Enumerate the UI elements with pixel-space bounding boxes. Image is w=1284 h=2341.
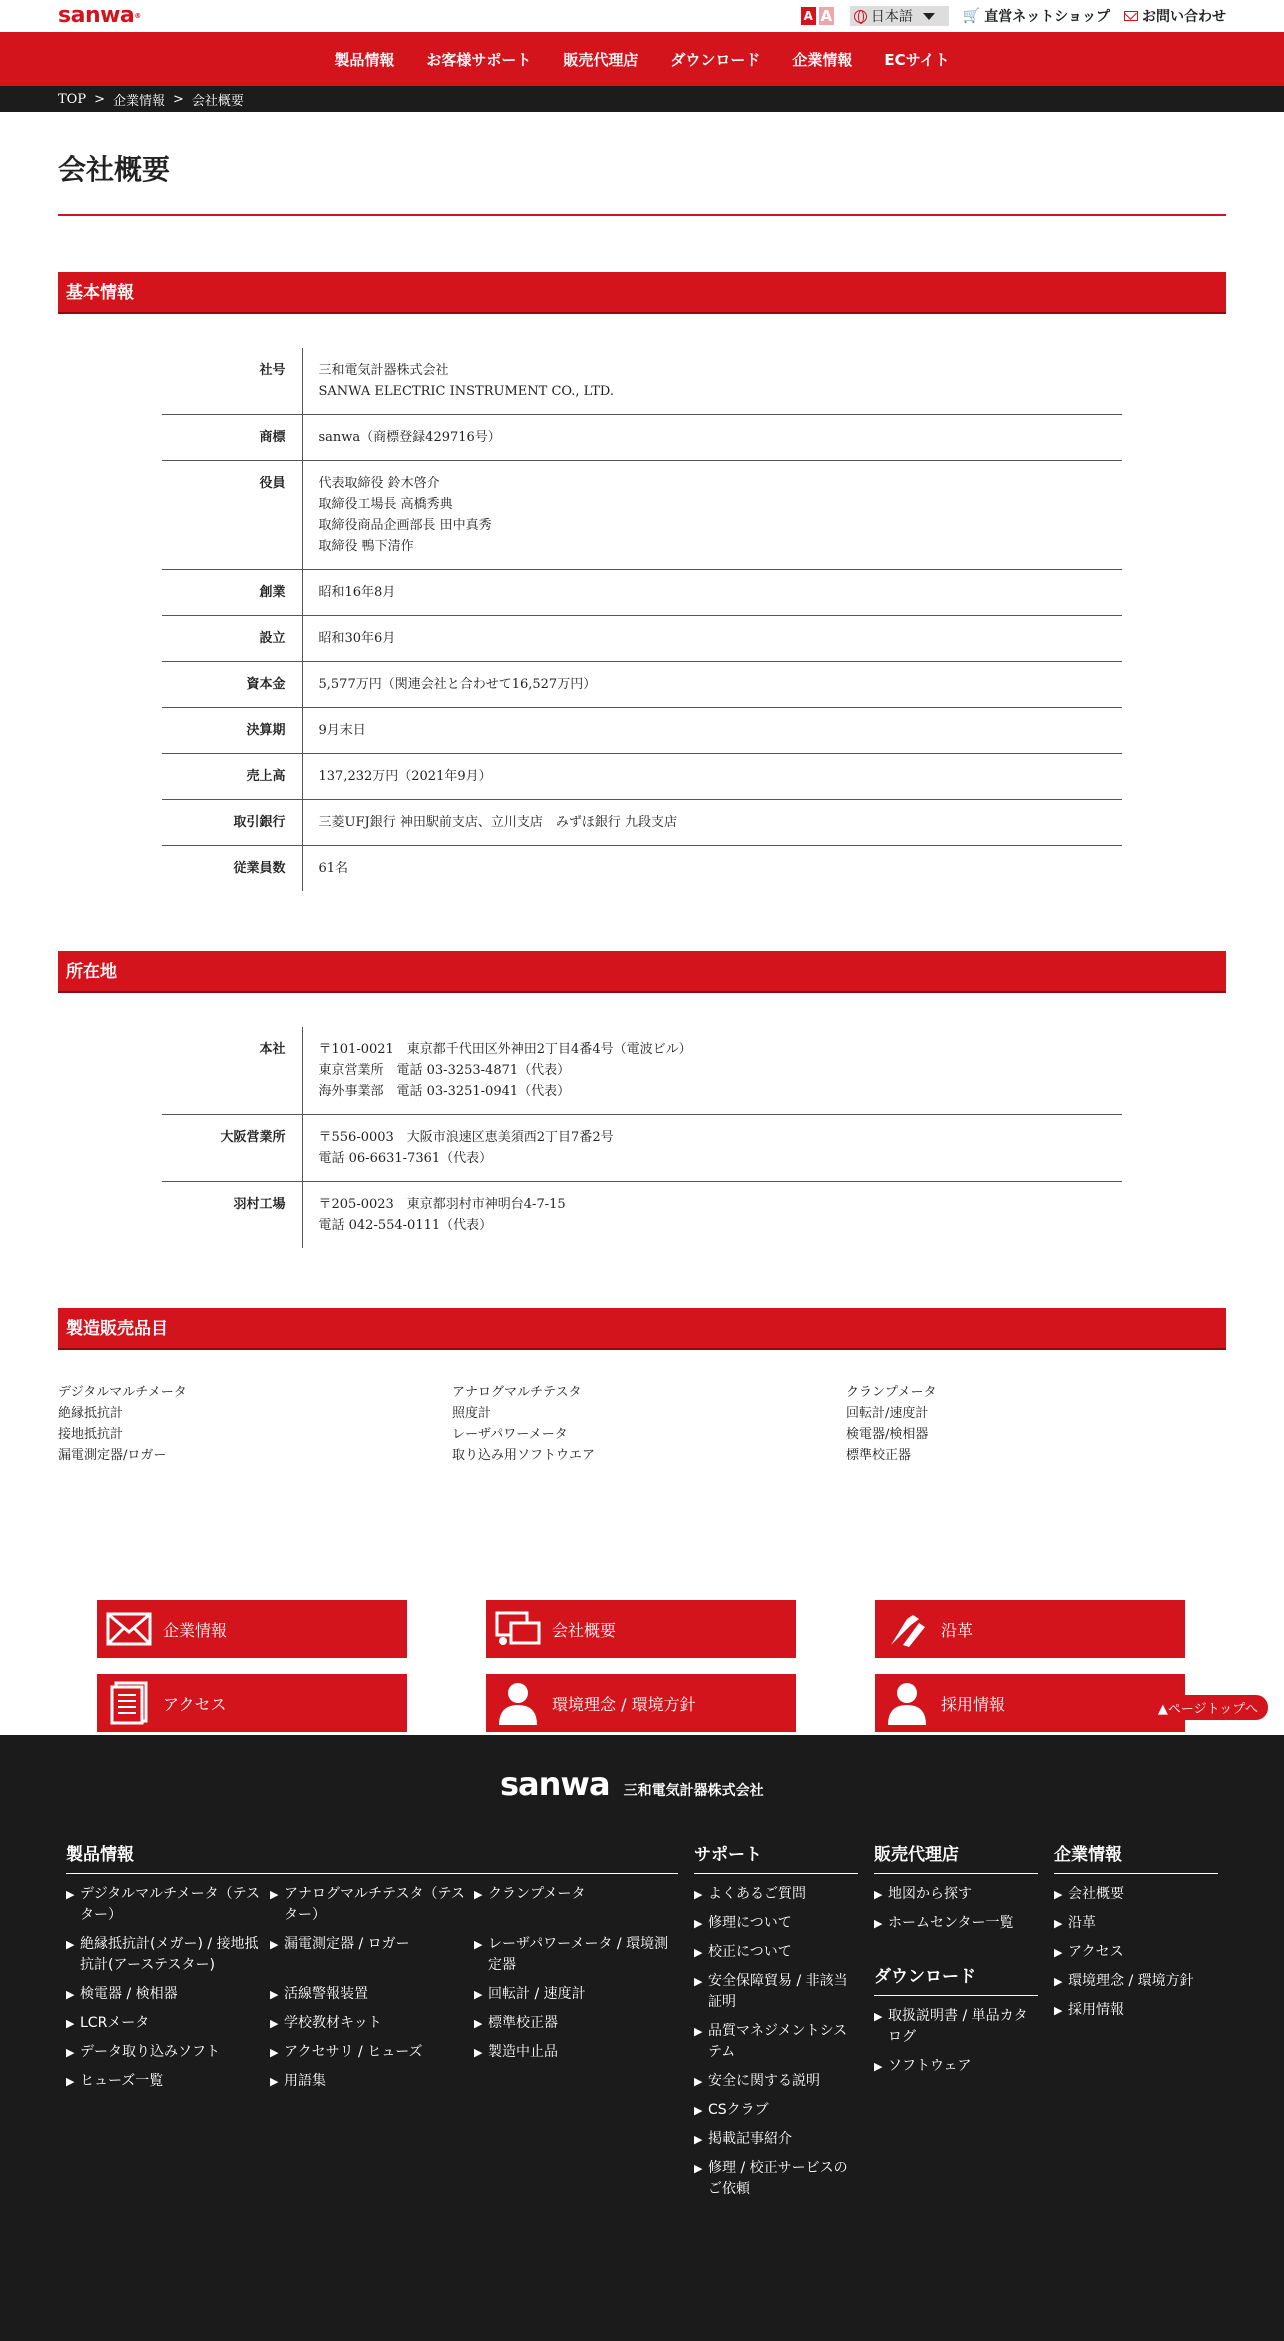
envelope-icon xyxy=(97,1600,161,1658)
footer-link[interactable]: ▶ 学校教材キット xyxy=(270,2013,474,2034)
info-value xyxy=(302,846,1122,892)
breadcrumb-item: 会社概要 xyxy=(191,93,244,109)
product-column xyxy=(846,1382,1226,1466)
footer-products-heading: 製品情報 xyxy=(66,1840,678,1874)
footer-link[interactable]: ▶ 修理 / 校正サービスのご依頼 xyxy=(694,2158,858,2200)
footer-link[interactable]: ▶ 活線警報装置 xyxy=(270,1984,474,2005)
tile-link-5[interactable] xyxy=(875,1674,1185,1732)
info-row xyxy=(162,616,1122,662)
footer xyxy=(0,1735,1284,2341)
product-item: 漏電測定器/ロガー xyxy=(58,1448,167,1463)
footer-logo-mark: sanwa xyxy=(500,1765,610,1803)
info-line: 〒205-0023 東京都羽村市神明台4-7-15 xyxy=(318,1197,566,1212)
globe-icon xyxy=(854,10,867,23)
info-row xyxy=(162,461,1122,570)
footer-support-column xyxy=(694,1840,858,2208)
tile-link-3[interactable] xyxy=(97,1674,407,1732)
nav-item-1[interactable]: お客様サポート xyxy=(426,50,532,69)
info-line: 取締役 鴨下清作 xyxy=(318,539,414,554)
info-line: 〒101-0021 東京都千代田区外神田2丁目4番4号（電波ビル） xyxy=(318,1042,692,1057)
basic-info-table xyxy=(162,348,1122,891)
tile-link-2[interactable] xyxy=(875,1600,1185,1658)
info-key: 取引銀行 xyxy=(162,800,302,846)
info-key: 羽村工場 xyxy=(162,1182,302,1249)
main-nav xyxy=(0,32,1284,86)
footer-link[interactable]: ▶ 製造中止品 xyxy=(474,2042,678,2063)
info-row xyxy=(162,708,1122,754)
footer-link[interactable]: ▶ アナログマルチテスタ（テスター） xyxy=(270,1884,474,1926)
info-line: SANWA ELECTRIC INSTRUMENT CO., LTD. xyxy=(318,384,615,399)
font-size-small-button[interactable]: A xyxy=(801,7,816,25)
footer-link[interactable]: ▶ ホームセンター一覧 xyxy=(874,1913,1038,1934)
info-value xyxy=(302,662,1122,708)
info-line: 三和電気計器株式会社 xyxy=(318,363,449,378)
info-line: sanwa（商標登録429716号） xyxy=(318,430,501,445)
products-list xyxy=(58,1382,1226,1466)
tools-icon xyxy=(875,1600,939,1658)
info-value xyxy=(302,754,1122,800)
document-icon xyxy=(97,1674,161,1732)
info-row xyxy=(162,570,1122,616)
utility-links xyxy=(801,6,1226,26)
footer-link[interactable]: ▶ ソフトウェア xyxy=(874,2056,1038,2077)
footer-link[interactable]: ▶ 校正について xyxy=(694,1942,858,1963)
footer-link[interactable]: ▶ 採用情報 xyxy=(1054,2000,1218,2021)
tile-label: 採用情報 xyxy=(941,1694,1006,1714)
tile-label: 会社概要 xyxy=(552,1620,617,1640)
info-value xyxy=(302,461,1122,570)
footer-link[interactable]: ▶ LCRメータ xyxy=(66,2013,270,2034)
contact-link[interactable] xyxy=(1124,6,1226,26)
nav-item-3[interactable]: ダウンロード xyxy=(670,50,761,69)
shop-link[interactable] xyxy=(963,6,1110,26)
company-profile-icon xyxy=(486,1600,550,1658)
info-key: 大阪営業所 xyxy=(162,1115,302,1182)
footer-support-heading: サポート xyxy=(694,1840,858,1874)
info-line: 9月末日 xyxy=(318,723,366,738)
info-line: 取締役商品企画部長 田中真秀 xyxy=(318,518,492,533)
nav-item-4[interactable]: 企業情報 xyxy=(792,50,853,69)
info-line: 取締役工場長 高橋秀典 xyxy=(318,497,453,512)
product-column xyxy=(452,1382,846,1466)
shop-label: 直営ネットショップ xyxy=(984,9,1110,25)
info-line: 電話 06-6631-7361（代表） xyxy=(318,1151,493,1166)
info-key: 資本金 xyxy=(162,662,302,708)
footer-link[interactable]: ▶ よくあるご質問 xyxy=(694,1884,858,1905)
tile-label: 企業情報 xyxy=(163,1620,228,1640)
footer-link[interactable]: ▶ 品質マネジメントシステム xyxy=(694,2021,858,2063)
footer-link[interactable]: ▶ ヒューズ一覧 xyxy=(66,2071,270,2092)
breadcrumb-separator: > xyxy=(173,91,184,107)
footer-link[interactable]: ▶ 沿革 xyxy=(1054,1913,1218,1934)
footer-download-heading: ダウンロード xyxy=(874,1962,1038,1996)
product-item: 接地抵抗計 xyxy=(58,1427,124,1442)
tile-link-4[interactable] xyxy=(486,1674,796,1732)
info-key: 従業員数 xyxy=(162,846,302,892)
info-row xyxy=(162,800,1122,846)
info-row xyxy=(162,348,1122,415)
cart-icon: 🛒 xyxy=(962,8,981,24)
product-item: 検電器/検相器 xyxy=(846,1427,929,1442)
info-line: 昭和16年8月 xyxy=(318,585,396,600)
nav-item-5[interactable]: ECサイト xyxy=(884,50,950,69)
info-key: 商標 xyxy=(162,415,302,461)
footer-link[interactable]: ▶ 修理について xyxy=(694,1913,858,1934)
info-line: 61名 xyxy=(318,861,349,876)
breadcrumb-item[interactable]: 企業情報 xyxy=(112,93,165,109)
footer-link[interactable]: ▶ 安全に関する説明 xyxy=(694,2071,858,2092)
tile-label: アクセス xyxy=(163,1694,227,1714)
info-row xyxy=(162,1182,1122,1249)
product-item: 取り込み用ソフトウエア xyxy=(452,1448,596,1463)
footer-link[interactable]: ▶ 地図から探す xyxy=(874,1884,1038,1905)
footer-link[interactable]: ▶ 用語集 xyxy=(270,2071,474,2092)
section-heading-products: 製造販売品目 xyxy=(58,1308,1226,1350)
info-row xyxy=(162,846,1122,892)
person-icon xyxy=(486,1674,550,1732)
footer-link[interactable]: ▶ 会社概要 xyxy=(1054,1884,1218,1905)
info-line: 三菱UFJ銀行 神田駅前支店、立川支店 みずほ銀行 九段支店 xyxy=(318,815,677,830)
sanwa-logo[interactable]: sanwa® xyxy=(58,3,141,28)
section-heading-basic: 基本情報 xyxy=(58,272,1226,314)
info-key: 売上高 xyxy=(162,754,302,800)
breadcrumb xyxy=(0,86,1284,112)
info-row xyxy=(162,415,1122,461)
footer-link[interactable]: ▶ 取扱説明書 / 単品カタログ xyxy=(874,2006,1038,2048)
footer-logo[interactable] xyxy=(500,1765,764,1803)
info-value xyxy=(302,1115,1122,1182)
info-row xyxy=(162,1027,1122,1115)
font-size-large-button[interactable]: A xyxy=(820,7,833,25)
product-item: レーザパワーメータ xyxy=(452,1427,568,1442)
footer-link[interactable]: ▶ 掲載記事紹介 xyxy=(694,2129,858,2150)
section-heading-location: 所在地 xyxy=(58,951,1226,993)
info-key: 本社 xyxy=(162,1027,302,1115)
footer-company-name: 三和電気計器株式会社 xyxy=(623,1783,764,1799)
tile-link-0[interactable] xyxy=(97,1600,407,1658)
footer-link[interactable]: ▶ クランプメータ xyxy=(474,1884,678,1926)
footer-link[interactable]: ▶ 検電器 / 検相器 xyxy=(66,1984,270,2005)
info-line: 〒556-0003 大阪市浪速区恵美須西2丁目7番2号 xyxy=(318,1130,614,1145)
footer-link[interactable]: ▶ 絶縁抵抗計(メガー) / 接地抵抗計(アーステスター) xyxy=(66,1934,270,1976)
footer-products-column xyxy=(66,1840,678,2100)
product-item: クランプメータ xyxy=(846,1385,937,1400)
product-item: 絶縁抵抗計 xyxy=(58,1406,124,1421)
chevron-down-icon xyxy=(923,13,935,20)
info-value xyxy=(302,1182,1122,1249)
mail-icon xyxy=(1124,11,1138,21)
page-title: 会社概要 xyxy=(58,148,1226,216)
info-row xyxy=(162,662,1122,708)
info-key: 設立 xyxy=(162,616,302,662)
tile-label: 環境理念 / 環境方針 xyxy=(552,1694,696,1714)
footer-link[interactable]: ▶ 標準校正器 xyxy=(474,2013,678,2034)
breadcrumb-separator: > xyxy=(94,91,105,107)
info-value xyxy=(302,616,1122,662)
info-value xyxy=(302,348,1122,415)
top-bar xyxy=(0,0,1284,32)
info-row xyxy=(162,754,1122,800)
info-key: 社号 xyxy=(162,348,302,415)
footer-link[interactable]: ▶ 漏電測定器 / ロガー xyxy=(270,1934,474,1976)
tile-label: 沿革 xyxy=(941,1620,974,1640)
footer-link[interactable]: ▶ CSクラブ xyxy=(694,2100,858,2121)
footer-link[interactable]: ▶ データ取り込みソフト xyxy=(66,2042,270,2063)
footer-link[interactable]: ▶ レーザパワーメータ / 環境測定器 xyxy=(474,1934,678,1976)
nav-item-0[interactable]: 製品情報 xyxy=(334,50,395,69)
info-line: 昭和30年6月 xyxy=(318,631,396,646)
info-value xyxy=(302,800,1122,846)
language-label: 日本語 xyxy=(870,9,913,25)
person-icon xyxy=(875,1674,939,1732)
corporate-nav-tiles xyxy=(97,1600,1284,1732)
nav-item-2[interactable]: 販売代理店 xyxy=(563,50,639,69)
info-value xyxy=(302,1027,1122,1115)
footer-link[interactable]: ▶ デジタルマルチメータ（テスター） xyxy=(66,1884,270,1926)
info-line: 5,577万円（関連会社と合わせて16,527万円） xyxy=(318,677,597,692)
info-key: 決算期 xyxy=(162,708,302,754)
product-item: 照度計 xyxy=(452,1406,492,1421)
footer-dealers-column xyxy=(874,1840,1038,2085)
product-item: アナログマルチテスタ xyxy=(452,1385,582,1400)
font-size-switcher xyxy=(801,7,834,25)
info-key: 役員 xyxy=(162,461,302,570)
info-line: 海外事業部 電話 03-3251-0941（代表） xyxy=(318,1084,571,1099)
info-line: 137,232万円（2021年9月） xyxy=(318,769,492,784)
product-item: 回転計/速度計 xyxy=(846,1406,929,1421)
location-table xyxy=(162,1027,1122,1248)
page-top-button[interactable]: ▲ページトップへ xyxy=(1148,1695,1268,1720)
footer-link[interactable]: ▶ アクセサリ / ヒューズ xyxy=(270,2042,474,2063)
footer-link[interactable]: ▶ 回転計 / 速度計 xyxy=(474,1984,678,2005)
info-line: 電話 042-554-0111（代表） xyxy=(318,1218,493,1233)
footer-corporate-column xyxy=(1054,1840,1218,2029)
footer-link[interactable]: ▶ 環境理念 / 環境方針 xyxy=(1054,1971,1218,1992)
tile-link-1[interactable] xyxy=(486,1600,796,1658)
info-line: 東京営業所 電話 03-3253-4871（代表） xyxy=(318,1063,571,1078)
footer-corporate-heading: 企業情報 xyxy=(1054,1840,1218,1874)
info-key: 創業 xyxy=(162,570,302,616)
contact-label: お問い合わせ xyxy=(1142,9,1226,25)
footer-link[interactable]: ▶ 安全保障貿易 / 非該当証明 xyxy=(694,1971,858,2013)
language-select[interactable] xyxy=(850,6,949,26)
info-value xyxy=(302,415,1122,461)
product-column xyxy=(58,1382,452,1466)
info-row xyxy=(162,1115,1122,1182)
info-value xyxy=(302,570,1122,616)
footer-dealers-heading: 販売代理店 xyxy=(874,1840,1038,1874)
breadcrumb-item[interactable]: TOP xyxy=(58,91,87,107)
product-item: 標準校正器 xyxy=(846,1448,912,1463)
info-value xyxy=(302,708,1122,754)
footer-link[interactable]: ▶ アクセス xyxy=(1054,1942,1218,1963)
product-item: デジタルマルチメータ xyxy=(58,1385,187,1400)
info-line: 代表取締役 鈴木啓介 xyxy=(318,476,440,491)
